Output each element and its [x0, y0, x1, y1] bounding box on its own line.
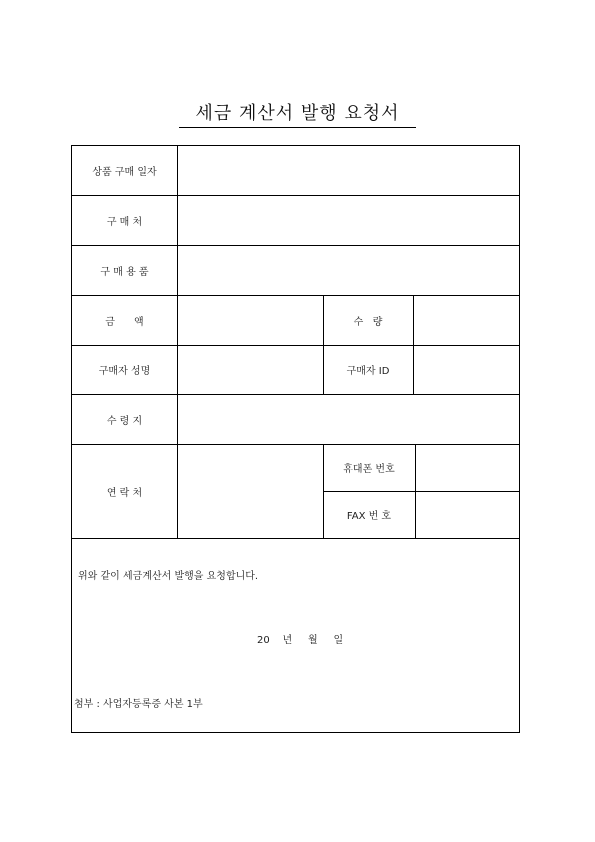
request-form	[71, 145, 520, 733]
label-buyer-name: 구매자 성명	[98, 366, 151, 377]
buyer-name-field[interactable]	[178, 346, 323, 394]
label-quantity: 수 량	[353, 316, 383, 328]
quantity-field[interactable]	[414, 296, 519, 345]
purchase-date-field[interactable]	[178, 146, 519, 195]
fax-field[interactable]	[416, 492, 519, 538]
label-fax: FAX 번 호	[346, 511, 392, 522]
label-recipient: 수 령 지	[106, 415, 143, 427]
label-buyer-id: 구매자 ID	[346, 366, 390, 377]
label-purchase-use: 구 매 용 품	[100, 266, 149, 278]
purchase-use-field[interactable]	[178, 246, 519, 295]
page-title: 세금 계산서 발행 요청서	[179, 101, 416, 128]
amount-field[interactable]	[178, 296, 323, 345]
label-purchase-date: 상품 구매 일자	[92, 167, 157, 178]
label-mobile: 휴대폰 번호	[343, 464, 395, 475]
purchase-place-field[interactable]	[178, 196, 519, 245]
row-divider	[72, 538, 519, 539]
buyer-id-field[interactable]	[414, 346, 519, 394]
label-contact: 연 락 처	[106, 487, 143, 499]
mobile-field[interactable]	[416, 445, 519, 491]
recipient-field[interactable]	[178, 395, 519, 444]
label-amount: 금 액	[105, 316, 144, 328]
attachment-note: 첨부 : 사업자등록증 사본 1부	[74, 699, 203, 710]
label-purchase-place: 구 매 처	[106, 216, 143, 228]
date-line: 20 년 월 일	[257, 635, 344, 646]
contact-field[interactable]	[178, 445, 323, 538]
request-statement: 위와 같이 세금계산서 발행을 요청합니다.	[78, 571, 259, 582]
